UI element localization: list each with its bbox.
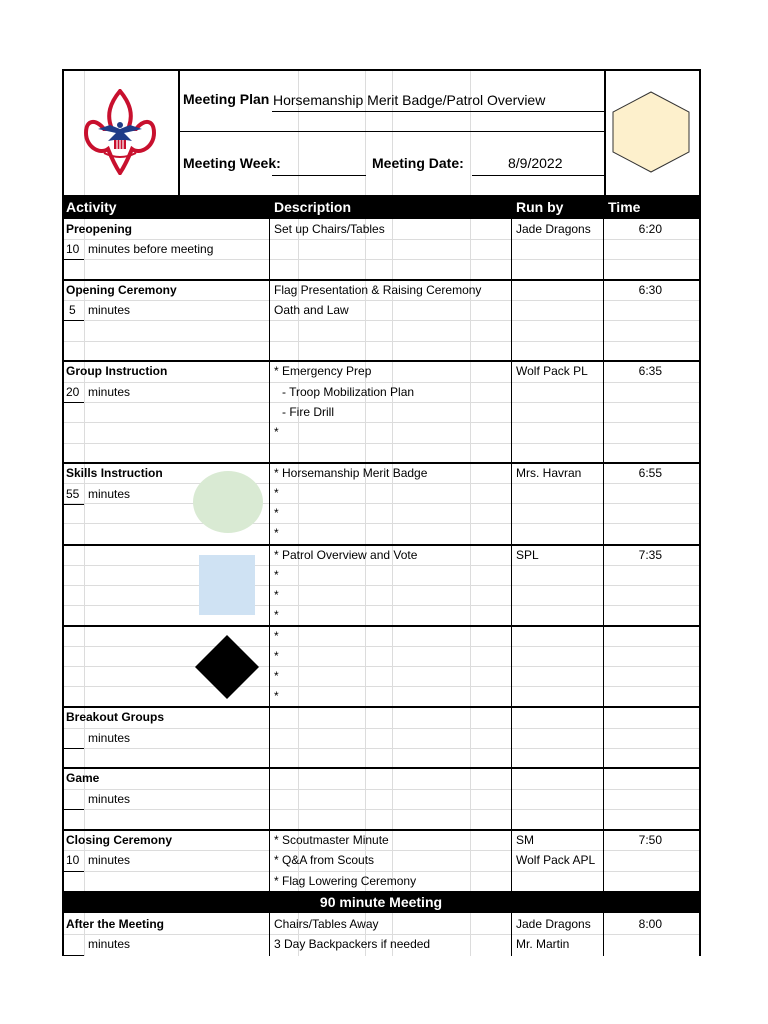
preopening-time[interactable]: 6:20 [638, 222, 662, 236]
blue-square-shape [199, 555, 255, 615]
preopening-run-by[interactable]: Jade Dragons [516, 222, 591, 236]
skills-b3-line-1[interactable]: * [274, 629, 279, 643]
after-title: After the Meeting [66, 917, 165, 931]
grid-row-line [62, 809, 700, 810]
meeting-plan-sheet [62, 69, 700, 956]
minutes-underline [64, 259, 84, 260]
group-run-by[interactable]: Wolf Pack PL [516, 364, 588, 378]
skills-b3-line-4[interactable]: * [274, 689, 279, 703]
green-circle-shape [192, 470, 264, 534]
grid-row-line [62, 259, 700, 260]
meeting-plan-label: Meeting Plan [183, 91, 270, 107]
grid-row-line [62, 565, 700, 566]
minutes-underline [64, 809, 84, 810]
grid-row-line [62, 748, 700, 749]
closing-desc-3[interactable]: * Flag Lowering Ceremony [274, 874, 417, 888]
section-separator [62, 767, 700, 769]
grid-row-line [62, 585, 700, 586]
description-col-divider [269, 913, 270, 956]
grid-row-line [62, 300, 700, 301]
section-separator [62, 625, 700, 627]
skills-b1-line-2[interactable]: * [274, 486, 279, 500]
skills-b2-time[interactable]: 7:35 [638, 548, 662, 562]
preopening-minutes-label: minutes before meeting [88, 242, 214, 256]
group-title: Group Instruction [66, 364, 168, 378]
time-col-divider [603, 913, 604, 956]
preopening-title: Preopening [66, 222, 133, 236]
total-duration: 90 minute Meeting [319, 894, 443, 910]
group-time[interactable]: 6:35 [638, 364, 662, 378]
skills-title: Skills Instruction [66, 466, 163, 480]
opening-time[interactable]: 6:30 [638, 283, 662, 297]
grid-row-line [62, 666, 700, 667]
skills-b2-line-4[interactable]: * [274, 608, 279, 622]
col-description: Description [274, 199, 352, 215]
closing-run-by-1[interactable]: SM [516, 833, 534, 847]
skills-b2-line-3[interactable]: * [274, 588, 279, 602]
grid-row-line [62, 789, 700, 790]
grid-row-line [62, 320, 700, 321]
runby-col-divider [511, 913, 512, 956]
total-bar [62, 891, 700, 913]
preopening-description[interactable]: Set up Chairs/Tables [274, 222, 385, 236]
skills-b1-line-3[interactable]: * [274, 506, 279, 520]
preopening-minutes[interactable]: 10 [66, 242, 80, 256]
skills-b2-line-2[interactable]: * [274, 568, 279, 582]
breakout-minutes-label: minutes [88, 731, 131, 745]
header-line [180, 131, 604, 132]
header-line [272, 111, 604, 112]
opening-minutes[interactable]: 5 [69, 303, 76, 317]
breakout-title: Breakout Groups [66, 710, 165, 724]
game-minutes-label: minutes [88, 792, 131, 806]
skills-b1-run-by[interactable]: Mrs. Havran [516, 466, 582, 480]
grid-row-line [62, 443, 700, 444]
minutes-underline [64, 402, 84, 403]
grid-row-line [62, 402, 700, 403]
header-line [472, 175, 604, 176]
after-run-by-2[interactable]: Mr. Martin [516, 937, 570, 951]
logo-divider [178, 69, 180, 195]
grid-row-line [62, 422, 700, 423]
game-title: Game [66, 771, 100, 785]
skills-b2-line-1[interactable]: * Patrol Overview and Vote [274, 548, 418, 562]
group-desc-1[interactable]: * Emergency Prep [274, 364, 372, 378]
after-desc-2[interactable]: 3 Day Backpackers if needed [274, 937, 431, 951]
skills-b1-line-4[interactable]: * [274, 526, 279, 540]
meeting-week-label: Meeting Week: [183, 155, 281, 171]
opening-minutes-label: minutes [88, 303, 131, 317]
skills-b1-time[interactable]: 6:55 [638, 466, 662, 480]
minutes-underline [64, 504, 84, 505]
minutes-underline [64, 748, 84, 749]
meeting-date-value[interactable]: 8/9/2022 [508, 155, 563, 171]
minutes-underline [64, 955, 84, 956]
skills-minutes[interactable]: 55 [66, 487, 80, 501]
grid-row-line [62, 646, 700, 647]
closing-desc-1[interactable]: * Scoutmaster Minute [274, 833, 389, 847]
skills-minutes-label: minutes [88, 487, 131, 501]
hexagon-divider [604, 69, 606, 195]
bsa-logo-icon [82, 89, 158, 175]
skills-b3-line-2[interactable]: * [274, 649, 279, 663]
minutes-underline [64, 871, 84, 872]
meeting-plan-value[interactable]: Horsemanship Merit Badge/Patrol Overview [273, 92, 546, 108]
closing-minutes-label: minutes [88, 853, 131, 867]
skills-b1-line-1[interactable]: * Horsemanship Merit Badge [274, 466, 428, 480]
after-desc-1[interactable]: Chairs/Tables Away [274, 917, 379, 931]
group-desc-3[interactable]: - Fire Drill [282, 405, 334, 419]
group-desc-4[interactable]: * [274, 425, 279, 439]
opening-title: Opening Ceremony [66, 283, 177, 297]
black-diamond-shape [195, 635, 259, 699]
grid-row-line [62, 728, 700, 729]
grid-row-line [62, 503, 700, 504]
closing-minutes[interactable]: 10 [66, 853, 80, 867]
closing-desc-2[interactable]: * Q&A from Scouts [274, 853, 375, 867]
after-run-by-1[interactable]: Jade Dragons [516, 917, 591, 931]
header-line [272, 175, 366, 176]
grid-row-line [62, 523, 700, 524]
time-col-divider [603, 219, 604, 891]
skills-b3-line-3[interactable]: * [274, 669, 279, 683]
grid-row-line [62, 483, 700, 484]
grid-row-line [62, 605, 700, 606]
hexagon-shape [611, 91, 691, 173]
group-desc-2[interactable]: - Troop Mobilization Plan [282, 385, 415, 399]
closing-run-by-2[interactable]: Wolf Pack APL [516, 853, 596, 867]
opening-desc-2[interactable]: Oath and Law [274, 303, 349, 317]
description-col-divider [269, 219, 270, 891]
opening-desc-1[interactable]: Flag Presentation & Raising Ceremony [274, 283, 482, 297]
runby-col-divider [511, 219, 512, 891]
closing-time[interactable]: 7:50 [638, 833, 662, 847]
grid-row-line [62, 686, 700, 687]
col-run-by: Run by [516, 199, 564, 215]
minutes-underline [64, 320, 84, 321]
group-minutes-label: minutes [88, 385, 131, 399]
after-minutes-label: minutes [88, 937, 131, 951]
col-activity: Activity [66, 199, 117, 215]
column-header-bar [62, 195, 700, 219]
closing-title: Closing Ceremony [66, 833, 173, 847]
after-time[interactable]: 8:00 [638, 917, 662, 931]
grid-row-line [62, 850, 700, 851]
group-minutes[interactable]: 20 [66, 385, 80, 399]
meeting-date-label: Meeting Date: [372, 155, 464, 171]
grid-row-line [62, 341, 700, 342]
col-time: Time [608, 199, 641, 215]
skills-b2-run-by[interactable]: SPL [516, 548, 539, 562]
